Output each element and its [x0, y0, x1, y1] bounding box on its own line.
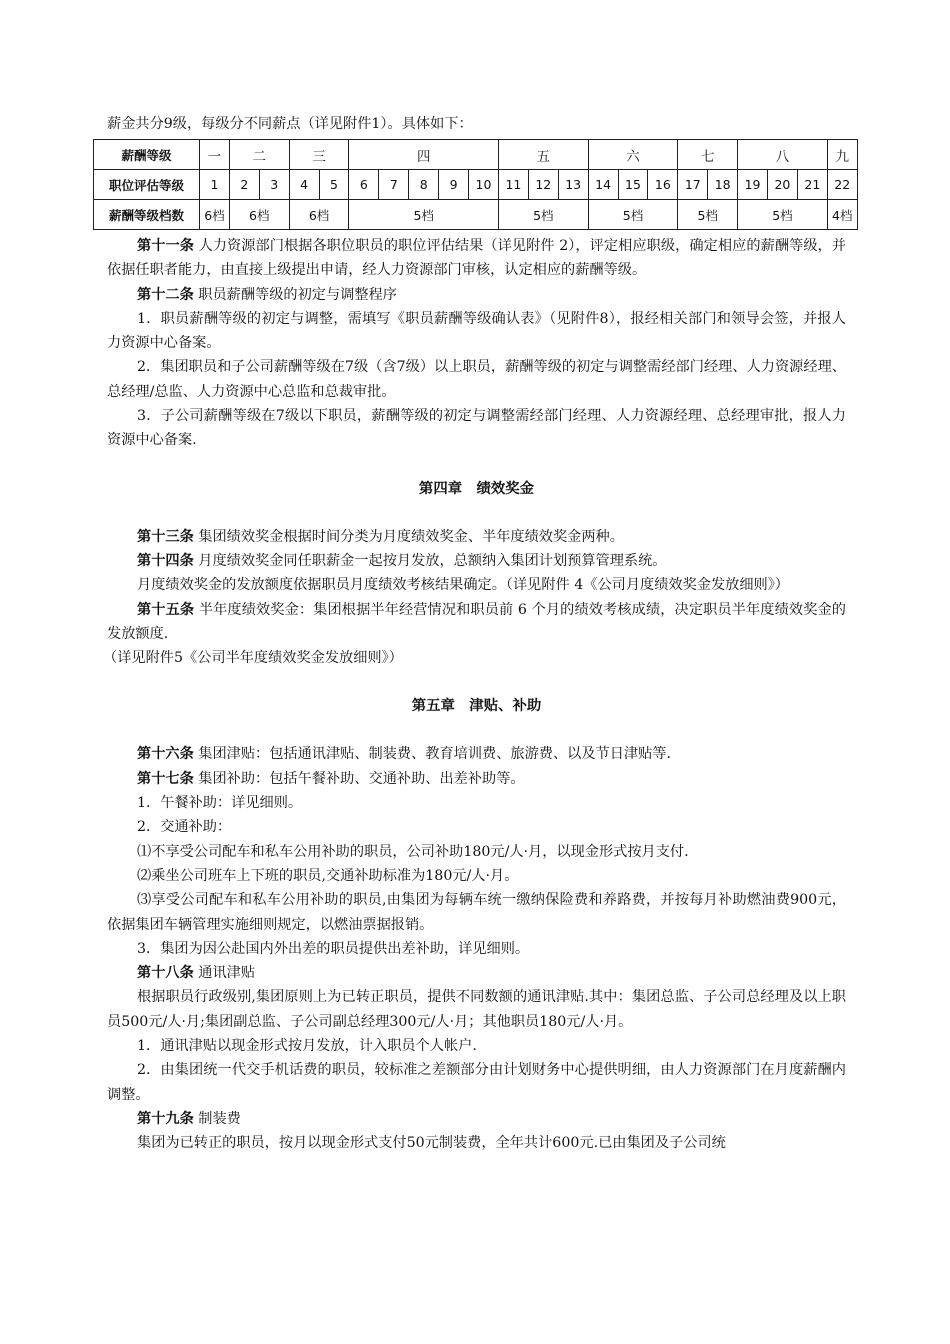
paragraph: （详见附件5《公司半年度绩效奖金发放细则》） — [103, 650, 403, 667]
article-text: 半年度绩效奖金：集团根据半年经营情况和职员前 6 个月的绩效考核成绩，决定职员半年度绩效奖金的发放额度. — [107, 601, 846, 642]
table-row-grades — [94, 140, 858, 170]
article-text: 人力资源部门根据各职位职员的职位评估结果（详见附件 2），评定相应职级，确定相应的薪酬等级，并依据任职者能力，由直接上级提出申请，经人力资源部门审核，认定相应的薪酬等级。 — [107, 238, 846, 279]
list-item: 1．职员薪酬等级的初定与调整，需填写《职员薪酬等级确认表》（见附件8），报经相关部门和领导会签，并报人力资源中心备案。 — [107, 310, 846, 352]
article-title: 第十七条 — [137, 770, 194, 787]
grade-cell: 四 — [349, 140, 499, 170]
level-cell: 10 — [469, 170, 499, 200]
article-text: 集团津贴：包括通讯津贴、制装费、教育培训费、旅游费、以及节日津贴等. — [198, 746, 671, 763]
level-cell: 19 — [738, 170, 768, 200]
level-cell: 8 — [409, 170, 439, 200]
level-cell: 21 — [797, 170, 827, 200]
article-title: 第十六条 — [137, 746, 194, 763]
level-cell: 4 — [289, 170, 319, 200]
grade-cell: 三 — [289, 140, 349, 170]
tier-cell: 5档 — [349, 200, 499, 230]
paragraph: 根据职员行政级别,集团原则上为已转正职员，提供不同数额的通讯津贴.其中：集团总监、子公司总经理及以上职员500元/人·月;集团副总监、子公司副总经理300元/人·月；其他职员180元/人·月。 — [107, 989, 846, 1030]
tier-cell: 6档 — [289, 200, 349, 230]
article-15 — [107, 598, 846, 647]
article-14 — [107, 549, 846, 573]
level-cell: 16 — [648, 170, 678, 200]
article-title: 第十一条 — [137, 238, 194, 254]
intro-line: 薪金共分9级，每级分不同薪点（详见附件1）。具体如下： — [107, 116, 473, 132]
table-row-levels — [94, 170, 858, 200]
list-item: ⑴不享受公司配车和私车公用补助的职员，公司补助180元/人·月，以现金形式按月支付. — [137, 843, 689, 860]
list-item: 3．集团为因公赴国内外出差的职员提供出差补助，详见细则。 — [137, 940, 530, 957]
row-label-grade: 薪酬等级 — [94, 140, 200, 170]
level-cell: 18 — [708, 170, 738, 200]
level-cell: 1 — [200, 170, 230, 200]
level-cell: 14 — [588, 170, 618, 200]
article-18 — [107, 961, 846, 985]
table-row-tiers — [94, 200, 858, 230]
grade-cell: 五 — [498, 140, 588, 170]
level-cell: 17 — [678, 170, 708, 200]
grade-cell: 一 — [200, 140, 230, 170]
article-11 — [107, 234, 846, 283]
level-cell: 7 — [379, 170, 409, 200]
grade-cell: 七 — [678, 140, 738, 170]
article-text: 制装费 — [198, 1110, 241, 1127]
list-item: ⑵乘坐公司班车上下班的职员,交通补助标准为180元/人·月。 — [137, 867, 519, 884]
tier-cell: 6档 — [200, 200, 230, 230]
level-cell: 20 — [768, 170, 798, 200]
article-text: 月度绩效奖金同任职薪金一起按月发放，总额纳入集团计划预算管理系统。 — [198, 552, 667, 569]
list-item: ⑶享受公司配车和私车公用补助的职员,由集团为每辆车统一缴纳保险费和养路费，并按每月补助燃油费900元，依据集团车辆管理实施细则规定，以燃油票据报销。 — [107, 892, 846, 933]
level-cell: 11 — [498, 170, 528, 200]
tier-cell: 6档 — [229, 200, 289, 230]
article-title: 第十五条 — [137, 601, 195, 618]
article-19 — [107, 1107, 846, 1131]
list-item: 1．通讯津贴以现金形式按月发放，计入职员个人帐户. — [137, 1038, 477, 1055]
level-cell: 13 — [558, 170, 588, 200]
paragraph: 集团为已转正的职员，按月以现金形式支付50元制装费，全年共计600元.已由集团及子公司统 — [137, 1135, 726, 1152]
article-13 — [107, 525, 846, 549]
article-17 — [107, 767, 846, 791]
list-item: 2．集团职员和子公司薪酬等级在7级（含7级）以上职员，薪酬等级的初定与调整需经部门经理、人力资源经理、总经理/总监、人力资源中心总监和总裁审批。 — [107, 359, 846, 400]
tier-cell: 5档 — [498, 200, 588, 230]
level-cell: 6 — [349, 170, 379, 200]
tier-cell: 5档 — [588, 200, 678, 230]
article-12 — [107, 283, 846, 307]
tier-cell: 5档 — [678, 200, 738, 230]
article-text: 集团补助：包括午餐补助、交通补助、出差补助等。 — [198, 770, 525, 787]
chapter-heading: 第四章 绩效奖金 — [418, 479, 535, 497]
grade-cell: 八 — [738, 140, 828, 170]
level-cell: 5 — [319, 170, 349, 200]
salary-grade-table — [93, 139, 858, 230]
grade-cell: 六 — [588, 140, 678, 170]
level-cell: 15 — [618, 170, 648, 200]
level-cell: 12 — [528, 170, 558, 200]
document-body — [103, 234, 846, 1156]
grade-cell: 九 — [827, 140, 857, 170]
article-title: 第十四条 — [137, 552, 194, 569]
article-text: 集团绩效奖金根据时间分类为月度绩效奖金、半年度绩效奖金两种。 — [198, 528, 624, 545]
article-text: 通讯津贴 — [198, 965, 256, 982]
list-item: 3．子公司薪酬等级在7级以下职员，薪酬等级的初定与调整需经部门经理、人力资源经理、总经理审批，报人力资源中心备案. — [107, 408, 846, 449]
article-title: 第十九条 — [137, 1110, 194, 1127]
level-cell: 2 — [229, 170, 259, 200]
list-item: 1．午餐补助：详见细则。 — [137, 795, 303, 812]
article-16 — [107, 742, 846, 766]
list-item: 2．交通补助： — [137, 819, 232, 836]
paragraph: 月度绩效奖金的发放额度依据职员月度绩效考核结果确定。（详见附件 4《公司月度绩效奖金发放细则》） — [137, 577, 789, 594]
chapter-heading: 第五章 津贴、补助 — [411, 697, 542, 715]
grade-cell: 二 — [229, 140, 289, 170]
list-item: 2．由集团统一代交手机话费的职员，较标准之差额部分由计划财务中心提供明细，由人力资源部门在月度薪酬内调整。 — [107, 1062, 846, 1103]
tier-cell: 5档 — [738, 200, 828, 230]
article-text: 职员薪酬等级的初定与调整程序 — [198, 286, 397, 303]
row-label-level: 职位评估等级 — [94, 170, 200, 200]
tier-cell: 4档 — [827, 200, 857, 230]
level-cell: 9 — [439, 170, 469, 200]
level-cell: 22 — [827, 170, 857, 200]
level-cell: 3 — [259, 170, 289, 200]
article-title: 第十八条 — [137, 965, 194, 982]
article-title: 第十三条 — [137, 528, 194, 545]
row-label-tier: 薪酬等级档数 — [94, 200, 200, 230]
article-title: 第十二条 — [137, 286, 194, 303]
